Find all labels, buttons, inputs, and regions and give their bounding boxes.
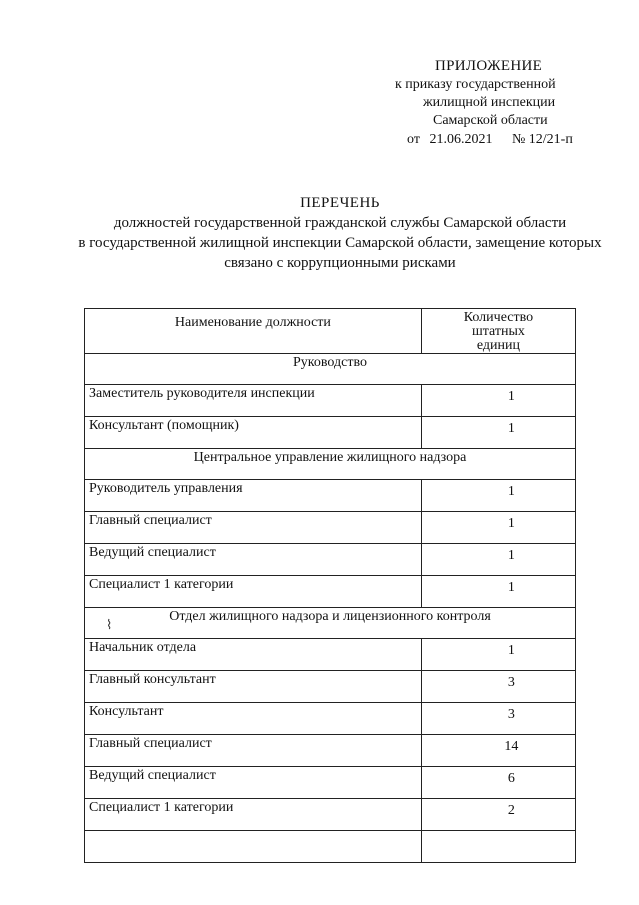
table-row	[85, 512, 576, 544]
section-title: Руководство	[85, 354, 576, 385]
position-name: Руководитель управления	[85, 480, 422, 512]
title-line-1: должностей государственной гражданской службы Самарской области	[113, 215, 567, 231]
position-qty: 2	[421, 799, 575, 831]
table-row	[85, 417, 576, 449]
section-title: Центральное управление жилищного надзора	[85, 449, 576, 480]
position-qty: 1	[421, 480, 575, 512]
table-header-row	[85, 309, 576, 354]
table-row	[85, 639, 576, 671]
appendix-title: ПРИЛОЖЕНИЕ	[435, 58, 543, 74]
position-qty: 1	[421, 576, 575, 608]
appendix-date: 21.06.2021	[429, 132, 493, 147]
position-name: Главный специалист	[85, 512, 422, 544]
table-row	[85, 671, 576, 703]
section-title: Отдел жилищного надзора и лицензионного контроля	[85, 608, 576, 639]
appendix-number: № 12/21-п	[511, 132, 573, 147]
position-name: Консультант (помощник)	[85, 417, 422, 449]
appendix-line-3: Самарской области	[433, 113, 548, 128]
table-row	[85, 735, 576, 767]
position-qty: 1	[421, 512, 575, 544]
title-line-3: связано с коррупционными рисками	[224, 255, 456, 271]
table-row	[85, 576, 576, 608]
appendix-date-line	[407, 131, 573, 149]
position-qty	[421, 831, 575, 863]
appendix-date-prefix: от	[407, 132, 420, 147]
table-row	[85, 385, 576, 417]
position-qty: 1	[421, 544, 575, 576]
position-name: Начальник отдела	[85, 639, 422, 671]
section-row	[85, 608, 576, 639]
title-main: ПЕРЕЧЕНЬ	[300, 195, 380, 211]
header-qty-line-1: Количество	[463, 310, 534, 325]
position-qty: 1	[421, 417, 575, 449]
document-title	[60, 193, 620, 273]
table-row	[85, 544, 576, 576]
position-name: Консультант	[85, 703, 422, 735]
title-line-2: в государственной жилищной инспекции Самарской области, замещение которых	[78, 235, 602, 251]
position-name	[85, 831, 422, 863]
header-name: Наименование должности	[85, 309, 422, 354]
table-row	[85, 703, 576, 735]
position-qty: 14	[421, 735, 575, 767]
position-name: Специалист 1 категории	[85, 576, 422, 608]
position-name: Ведущий специалист	[85, 544, 422, 576]
header-qty-line-3: единиц	[476, 338, 520, 353]
position-qty: 1	[421, 385, 575, 417]
position-name: Главный специалист	[85, 735, 422, 767]
appendix-line-2: жилищной инспекции	[423, 95, 556, 110]
position-name: Главный консультант	[85, 671, 422, 703]
position-qty: 3	[421, 703, 575, 735]
table-row	[85, 799, 576, 831]
position-qty: 6	[421, 767, 575, 799]
position-qty: 1	[421, 639, 575, 671]
positions-table	[84, 308, 576, 863]
header-qty-line-2: штатных	[471, 324, 525, 339]
appendix-line-1: к приказу государственной	[395, 77, 556, 92]
position-name: Специалист 1 категории	[85, 799, 422, 831]
position-name: Заместитель руководителя инспекции	[85, 385, 422, 417]
table-row-empty	[85, 831, 576, 863]
section-row	[85, 449, 576, 480]
position-name: Ведущий специалист	[85, 767, 422, 799]
table-row	[85, 767, 576, 799]
scan-mark: ⌇	[106, 617, 113, 632]
section-row	[85, 354, 576, 385]
position-qty: 3	[421, 671, 575, 703]
header-qty	[421, 309, 575, 354]
table-row	[85, 480, 576, 512]
